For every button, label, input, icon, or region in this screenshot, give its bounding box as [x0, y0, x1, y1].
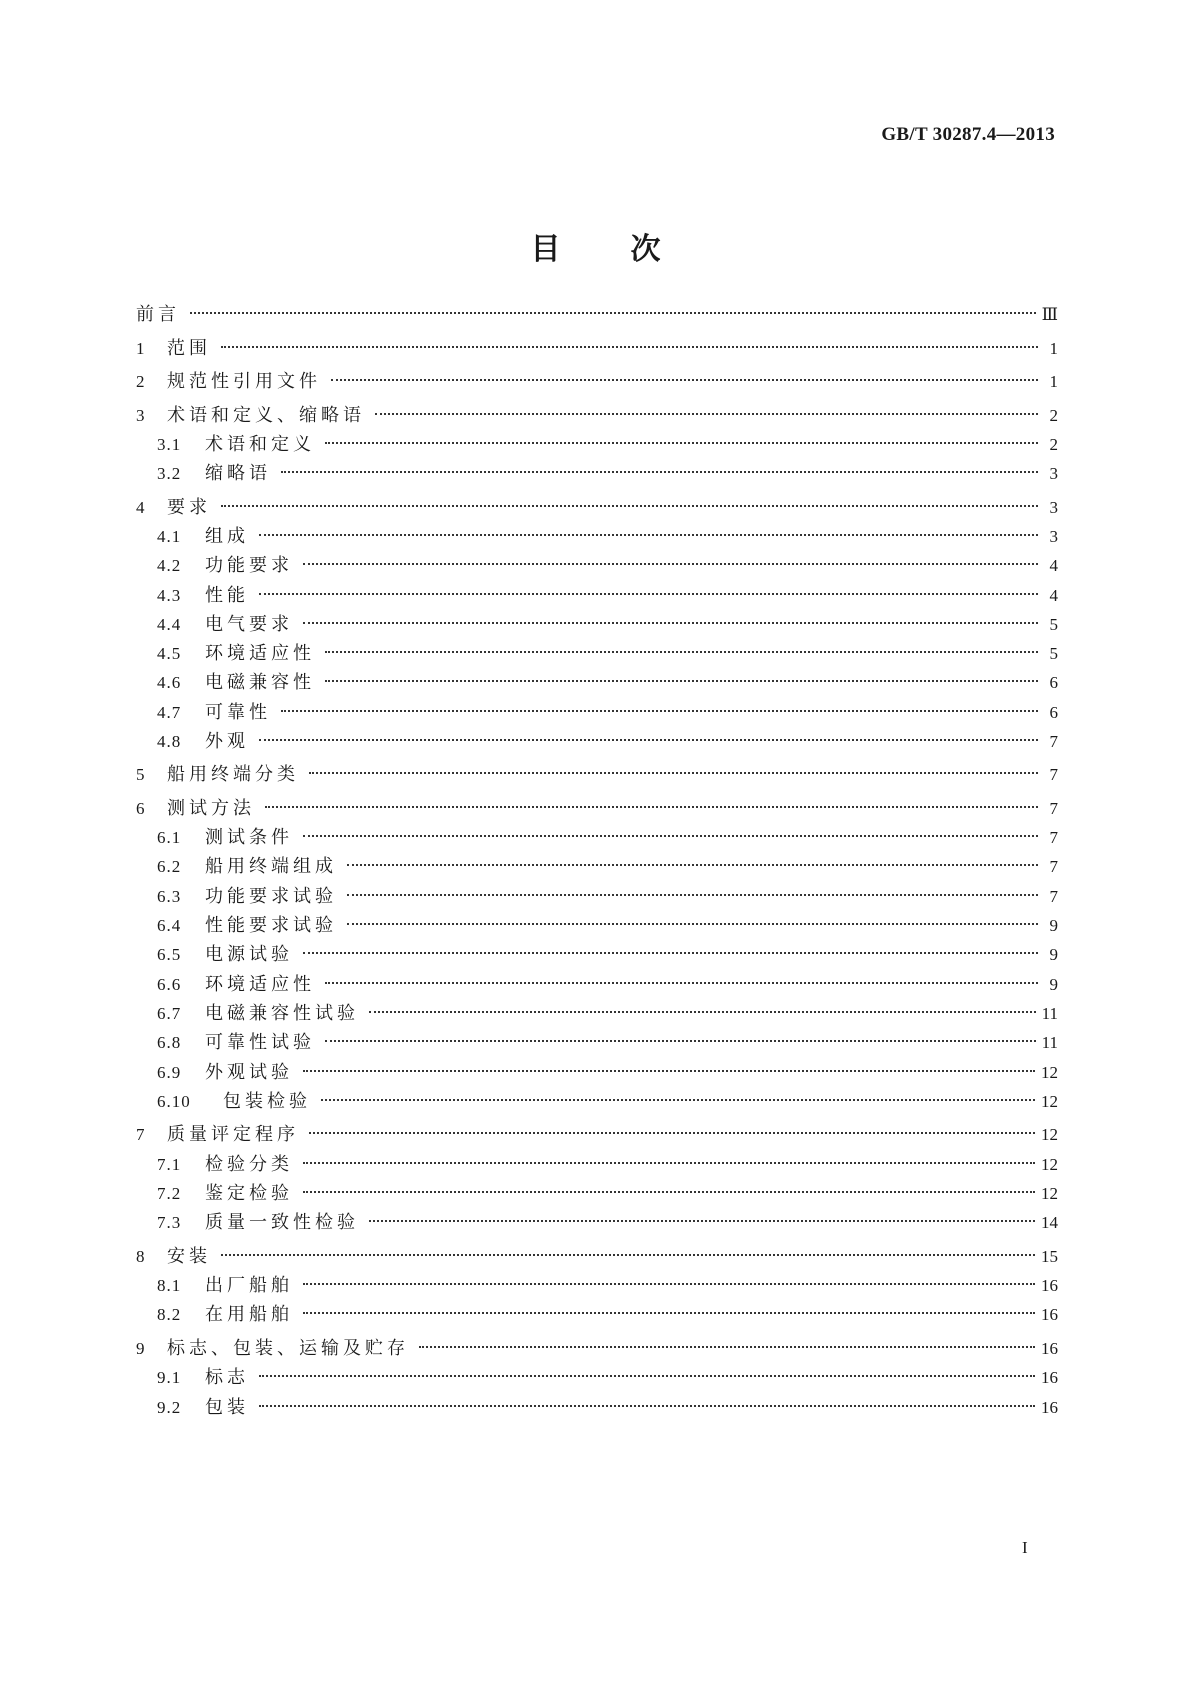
toc-entry-page: 11	[1041, 1004, 1058, 1023]
toc-entry-page: 16	[1041, 1339, 1058, 1358]
toc-entry[interactable]	[157, 700, 1058, 726]
toc-entry-page: 7	[1049, 887, 1058, 906]
toc-entry-label: 外观试验	[205, 1062, 293, 1083]
toc-dot-leader	[221, 1254, 1035, 1256]
toc-entry-label: 缩略语	[205, 463, 271, 484]
toc-entry[interactable]	[157, 1273, 1058, 1299]
toc-entry-page: 4	[1049, 586, 1058, 605]
toc-entry-label: 标志、包装、运输及贮存	[167, 1338, 409, 1359]
toc-entry-number: 6.5	[157, 945, 182, 964]
toc-entry-page: 16	[1041, 1368, 1058, 1387]
toc-entry-number: 6.1	[157, 828, 182, 847]
toc-entry-page: 12	[1041, 1092, 1058, 1111]
toc-entry[interactable]	[157, 729, 1058, 755]
toc-entry[interactable]	[157, 1302, 1058, 1328]
toc-entry[interactable]	[157, 461, 1058, 487]
toc-entry-page: 7	[1049, 732, 1058, 751]
toc-entry[interactable]	[157, 972, 1058, 998]
toc-entry[interactable]	[136, 302, 1058, 328]
toc-dot-leader	[190, 312, 1036, 314]
toc-entry-number: 9.1	[157, 1368, 182, 1387]
toc-dot-leader	[325, 982, 1038, 984]
toc-dot-leader	[369, 1011, 1036, 1013]
toc-entry[interactable]	[157, 524, 1058, 550]
page-title-char-2: 次	[630, 232, 661, 267]
toc-dot-leader	[303, 835, 1038, 837]
toc-dot-leader	[221, 505, 1038, 507]
toc-entry-label: 可靠性	[205, 702, 271, 723]
toc-entry-label: 测试方法	[167, 798, 255, 819]
toc-entry-number: 9.2	[157, 1398, 182, 1417]
toc-dot-leader	[375, 413, 1038, 415]
toc-entry-page: 6	[1049, 673, 1058, 692]
toc-entry[interactable]	[157, 432, 1058, 458]
page-title	[0, 224, 1191, 268]
toc-entry-number: 4	[136, 498, 146, 517]
toc-entry-label: 术语和定义	[205, 434, 315, 455]
toc-dot-leader	[303, 563, 1038, 565]
toc-entry[interactable]	[136, 369, 1058, 395]
toc-dot-leader	[303, 1283, 1035, 1285]
toc-entry-page: 12	[1041, 1184, 1058, 1203]
toc-entry-label: 外观	[205, 731, 249, 752]
toc-entry[interactable]	[157, 583, 1058, 609]
toc-entry-number: 4.6	[157, 673, 182, 692]
toc-entry[interactable]	[136, 403, 1058, 429]
toc-entry[interactable]	[157, 1089, 1058, 1115]
toc-entry-label: 在用船舶	[205, 1304, 293, 1325]
toc-entry-number: 4.3	[157, 586, 182, 605]
toc-entry-number: 2	[136, 372, 146, 391]
toc-entry-number: 7.1	[157, 1155, 182, 1174]
toc-entry-number: 6.4	[157, 916, 182, 935]
toc-entry[interactable]	[157, 913, 1058, 939]
toc-dot-leader	[259, 1375, 1035, 1377]
toc-entry[interactable]	[157, 612, 1058, 638]
toc-entry-page: 12	[1041, 1125, 1058, 1144]
toc-entry-number: 6	[136, 799, 146, 818]
toc-entry-number: 6.3	[157, 887, 182, 906]
toc-dot-leader	[321, 1099, 1035, 1101]
toc-entry-number: 4.4	[157, 615, 182, 634]
toc-entry-label: 出厂船舶	[205, 1275, 293, 1296]
toc-entry-label: 性能要求试验	[205, 915, 337, 936]
toc-entry[interactable]	[157, 553, 1058, 579]
toc-entry[interactable]	[157, 641, 1058, 667]
toc-entry-label: 电气要求	[205, 614, 293, 635]
toc-entry[interactable]	[157, 1210, 1058, 1236]
toc-entry-label: 性能	[205, 585, 249, 606]
toc-entry[interactable]	[157, 825, 1058, 851]
toc-dot-leader	[309, 772, 1038, 774]
toc-entry-page: 5	[1049, 615, 1058, 634]
toc-dot-leader	[325, 680, 1038, 682]
toc-dot-leader	[347, 923, 1038, 925]
toc-entry-label: 可靠性试验	[205, 1032, 315, 1053]
toc-entry[interactable]	[157, 942, 1058, 968]
toc-entry-label: 标志	[205, 1367, 249, 1388]
toc-dot-leader	[303, 1191, 1035, 1193]
toc-entry-page: 12	[1041, 1155, 1058, 1174]
toc-entry-page: 7	[1049, 828, 1058, 847]
toc-entry[interactable]	[157, 884, 1058, 910]
toc-entry-page: 7	[1049, 765, 1058, 784]
toc-entry-page: 15	[1041, 1247, 1058, 1266]
toc-entry-label: 包装检验	[223, 1091, 311, 1112]
toc-entry-number: 6.10	[157, 1092, 191, 1111]
toc-dot-leader	[303, 622, 1038, 624]
toc-entry[interactable]	[136, 336, 1058, 362]
toc-entry-page: 5	[1049, 644, 1058, 663]
toc-entry-number: 8	[136, 1247, 146, 1266]
toc-entry-label: 前言	[136, 304, 180, 325]
toc-entry-label: 船用终端分类	[167, 764, 299, 785]
toc-dot-leader	[325, 651, 1038, 653]
toc-entry-page: 1	[1049, 339, 1058, 358]
toc-entry-label: 测试条件	[205, 827, 293, 848]
toc-entry-label: 船用终端组成	[205, 856, 337, 877]
toc-entry-label: 安装	[167, 1246, 211, 1267]
toc-dot-leader	[419, 1346, 1035, 1348]
toc-entry[interactable]	[136, 1244, 1058, 1270]
toc-entry-page: 7	[1049, 857, 1058, 876]
toc-dot-leader	[259, 593, 1038, 595]
toc-dot-leader	[309, 1132, 1035, 1134]
toc-entry-label: 环境适应性	[205, 643, 315, 664]
toc-dot-leader	[221, 346, 1038, 348]
toc-entry[interactable]	[136, 495, 1058, 521]
toc-dot-leader	[303, 1162, 1035, 1164]
toc-entry-label: 范围	[167, 338, 211, 359]
toc-entry[interactable]	[136, 1122, 1058, 1148]
toc-entry-number: 4.1	[157, 527, 182, 546]
toc-dot-leader	[303, 952, 1038, 954]
toc-entry-page: 1	[1049, 372, 1058, 391]
toc-entry-number: 4.5	[157, 644, 182, 663]
toc-entry-label: 要求	[167, 497, 211, 518]
toc-entry-label: 组成	[205, 526, 249, 547]
toc-entry-number: 4.2	[157, 556, 182, 575]
toc-entry-page: 4	[1049, 556, 1058, 575]
toc-entry[interactable]	[157, 1152, 1058, 1178]
toc-entry-number: 3.1	[157, 435, 182, 454]
toc-entry-number: 4.7	[157, 703, 182, 722]
standard-code: GB/T 30287.4—2013	[881, 124, 1055, 145]
toc-entry-label: 功能要求	[205, 555, 293, 576]
toc-dot-leader	[325, 442, 1038, 444]
toc-entry-number: 9	[136, 1339, 146, 1358]
toc-dot-leader	[259, 534, 1038, 536]
toc-entry-label: 质量评定程序	[167, 1124, 299, 1145]
toc-dot-leader	[281, 471, 1038, 473]
toc-entry-label: 电源试验	[205, 944, 293, 965]
toc-entry-label: 环境适应性	[205, 974, 315, 995]
toc-dot-leader	[303, 1312, 1035, 1314]
toc-entry-page: 16	[1041, 1398, 1058, 1417]
toc-entry-label: 功能要求试验	[205, 886, 337, 907]
toc-dot-leader	[259, 739, 1038, 741]
toc-dot-leader	[369, 1220, 1035, 1222]
toc-entry-label: 电磁兼容性	[205, 672, 315, 693]
toc-dot-leader	[259, 1405, 1035, 1407]
toc-dot-leader	[281, 710, 1038, 712]
toc-entry[interactable]	[136, 762, 1058, 788]
toc-entry-number: 6.8	[157, 1033, 182, 1052]
toc-entry-page: 3	[1049, 498, 1058, 517]
toc-entry-page: 9	[1049, 975, 1058, 994]
page-number: I	[1022, 1538, 1028, 1557]
toc-entry[interactable]	[157, 1365, 1058, 1391]
toc-entry[interactable]	[157, 1395, 1058, 1421]
toc-dot-leader	[331, 379, 1038, 381]
toc-dot-leader	[347, 894, 1038, 896]
toc-entry[interactable]	[157, 1181, 1058, 1207]
toc-entry-label: 电磁兼容性试验	[205, 1003, 359, 1024]
toc-entry-page: 2	[1049, 406, 1058, 425]
toc-entry-number: 8.2	[157, 1305, 182, 1324]
toc-entry-number: 1	[136, 339, 146, 358]
toc-entry[interactable]	[157, 670, 1058, 696]
toc-entry-page: 9	[1049, 916, 1058, 935]
toc-entry-number: 7.2	[157, 1184, 182, 1203]
toc-entry-page: 3	[1049, 527, 1058, 546]
toc-entry-page: 3	[1049, 464, 1058, 483]
toc-dot-leader	[347, 864, 1038, 866]
toc-dot-leader	[265, 806, 1038, 808]
toc-entry-number: 3.2	[157, 464, 182, 483]
toc-entry-label: 包装	[205, 1397, 249, 1418]
toc-entry[interactable]	[136, 1336, 1058, 1362]
toc-entry-number: 3	[136, 406, 146, 425]
toc-entry[interactable]	[157, 1030, 1058, 1056]
toc-dot-leader	[303, 1070, 1035, 1072]
toc-entry-page: 2	[1049, 435, 1058, 454]
toc-dot-leader	[325, 1040, 1036, 1042]
toc-entry-page: 12	[1041, 1063, 1058, 1082]
toc-entry-page: 6	[1049, 703, 1058, 722]
toc-entry-label: 检验分类	[205, 1154, 293, 1175]
toc-entry-label: 质量一致性检验	[205, 1212, 359, 1233]
toc-entry-page: 14	[1041, 1213, 1058, 1232]
toc-entry-page: 16	[1041, 1276, 1058, 1295]
toc-entry-number: 6.7	[157, 1004, 182, 1023]
toc-entry-number: 8.1	[157, 1276, 182, 1295]
toc-entry[interactable]	[157, 1001, 1058, 1027]
toc-entry-number: 7.3	[157, 1213, 182, 1232]
toc-entry-number: 6.6	[157, 975, 182, 994]
toc-entry-number: 4.8	[157, 732, 182, 751]
toc-entry-page: Ⅲ	[1041, 305, 1058, 324]
toc-entry[interactable]	[157, 854, 1058, 880]
page-title-char-1: 目	[530, 232, 561, 267]
toc-entry-number: 6.9	[157, 1063, 182, 1082]
toc-entry-page: 7	[1049, 799, 1058, 818]
toc-entry-page: 16	[1041, 1305, 1058, 1324]
toc-entry-number: 6.2	[157, 857, 182, 876]
toc-entry-page: 9	[1049, 945, 1058, 964]
toc-entry-page: 11	[1041, 1033, 1058, 1052]
toc-entry[interactable]	[157, 1060, 1058, 1086]
toc-entry-label: 术语和定义、缩略语	[167, 405, 365, 426]
toc-entry[interactable]	[136, 796, 1058, 822]
toc-entry-number: 5	[136, 765, 146, 784]
toc-entry-label: 规范性引用文件	[167, 371, 321, 392]
toc-entry-label: 鉴定检验	[205, 1183, 293, 1204]
toc-entry-number: 7	[136, 1125, 146, 1144]
